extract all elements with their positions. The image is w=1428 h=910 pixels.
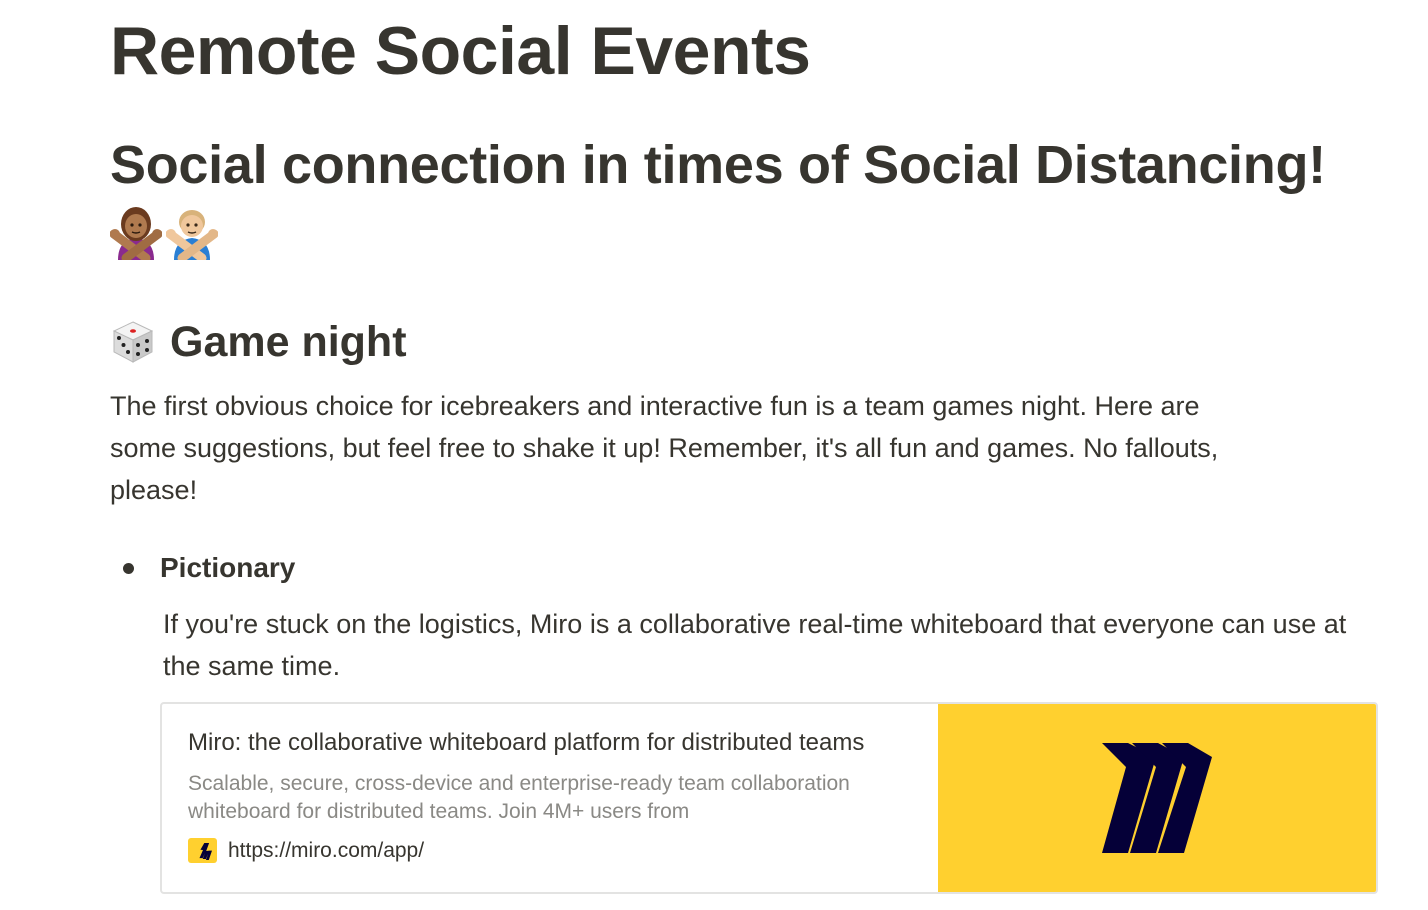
bookmark-url-row[interactable]	[188, 838, 912, 863]
miro-favicon-icon	[188, 838, 217, 863]
bookmark-description: Scalable, secure, cross-device and enterprise-ready team collaboration whiteboard for distributed teams. Join 4M+ users from	[188, 772, 850, 823]
section-heading-text: Game night	[170, 317, 407, 366]
web-bookmark-card[interactable]	[160, 702, 1378, 894]
bookmark-title[interactable]: Miro: the collaborative whiteboard platform for distributed teams	[188, 729, 865, 756]
man-gesturing-no-icon	[166, 204, 218, 260]
section-paragraph: The first obvious choice for icebreakers and interactive fun is a team games night. Here are some suggestions, but feel free to shake it up! Remember, it's all fun and games. No fallouts, please!	[110, 391, 1219, 505]
subtitle-emoji-row	[110, 204, 218, 264]
page-title: Remote Social Events	[110, 13, 811, 89]
miro-logo-icon	[1098, 739, 1216, 857]
bullet-dot	[123, 563, 134, 574]
bookmark-text	[162, 704, 938, 892]
list-item-label: Pictionary	[160, 552, 296, 583]
bookmark-url[interactable]: https://miro.com/app/	[228, 838, 425, 862]
game-die-icon	[110, 319, 156, 365]
bookmark-image	[938, 704, 1376, 892]
page-subtitle: Social connection in times of Social Distancing!	[110, 135, 1326, 195]
section-heading	[110, 312, 407, 372]
woman-gesturing-no-icon	[110, 204, 162, 260]
list-item-text: If you're stuck on the logistics, Miro is a collaborative real-time whiteboard that everyone can use at the same time.	[163, 609, 1347, 681]
